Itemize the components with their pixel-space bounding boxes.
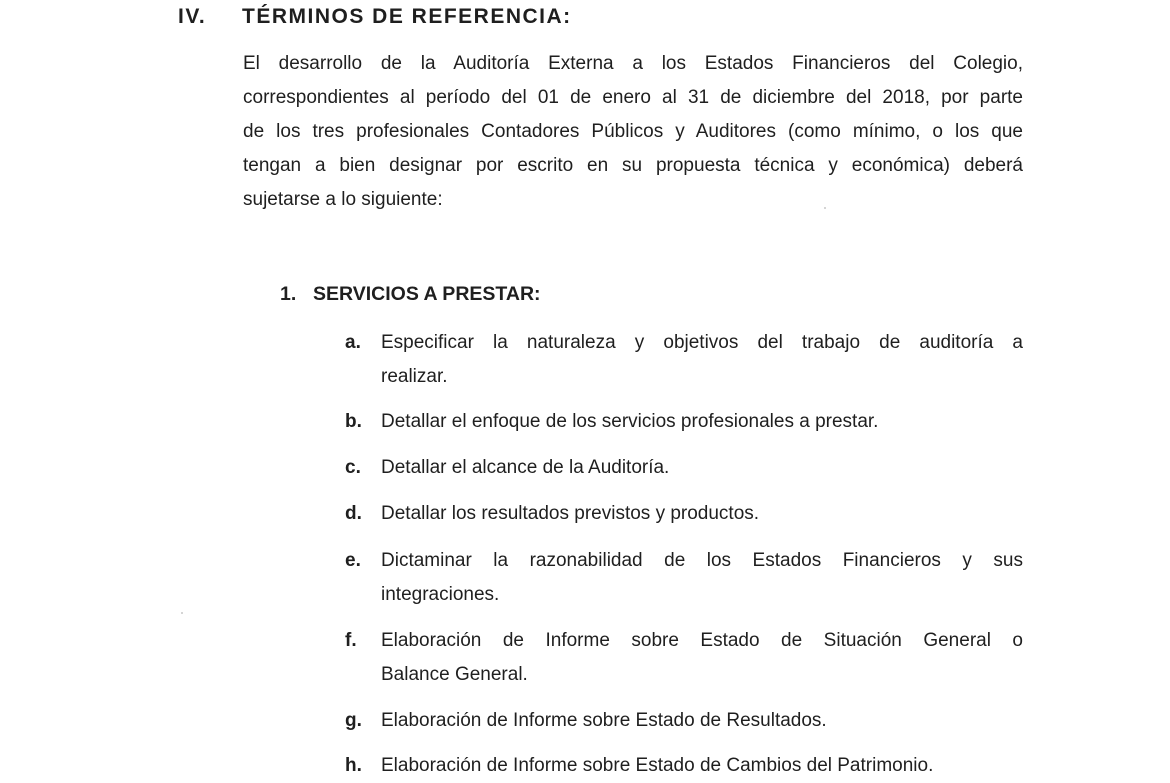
section-heading (178, 5, 572, 29)
list-item-text (381, 624, 1023, 692)
list-item-letter: b. (345, 411, 362, 432)
list-item-line: Elaboración de Informe sobre Estado de Cambios del Patrimonio. (381, 755, 934, 776)
list-item-line: Dictaminar la razonabilidad de los Estados Financieros y sus (381, 550, 1023, 571)
list-item-line: Detallar el alcance de la Auditoría. (381, 457, 670, 478)
list-item-letter: g. (345, 710, 362, 731)
list-item-text (381, 451, 1023, 485)
section-title: TÉRMINOS DE REFERENCIA: (242, 5, 572, 28)
list-item-letter: e. (345, 550, 361, 571)
intro-line: de los tres profesionales Contadores Públicos y Auditores (como mínimo, o los que (243, 121, 1023, 142)
subsection-number: 1. (280, 283, 297, 305)
list-item-letter: c. (345, 457, 361, 478)
list-item-line: realizar. (381, 366, 448, 387)
section-number: IV. (178, 5, 207, 28)
intro-paragraph (243, 47, 1023, 217)
list-item-text (381, 326, 1023, 394)
list-item-line: Elaboración de Informe sobre Estado de Situación General o (381, 630, 1023, 651)
list-item-text (381, 749, 1023, 783)
list-item-letter: d. (345, 503, 362, 524)
list-item-text (381, 497, 1023, 531)
intro-line: correspondientes al período del 01 de enero al 31 de diciembre del 2018, por parte (243, 87, 1023, 108)
list-item-text (381, 544, 1023, 612)
list-item-text (381, 405, 1023, 439)
intro-line: sujetarse a lo siguiente: (243, 189, 443, 210)
list-item-text (381, 704, 1023, 738)
list-item-line: Especificar la naturaleza y objetivos del trabajo de auditoría a (381, 332, 1023, 353)
scan-speck (181, 612, 183, 614)
subsection-title: SERVICIOS A PRESTAR: (313, 283, 541, 305)
list-item-letter: f. (345, 630, 357, 651)
list-item-line: Detallar los resultados previstos y productos. (381, 503, 760, 524)
list-item-letter: h. (345, 755, 362, 776)
list-item-line: Detallar el enfoque de los servicios profesionales a prestar. (381, 411, 879, 432)
list-item-letter: a. (345, 332, 361, 353)
list-item-line: integraciones. (381, 584, 500, 605)
list-item-line: Balance General. (381, 664, 528, 685)
scan-speck (824, 207, 826, 209)
subsection-heading (280, 283, 541, 306)
intro-line: El desarrollo de la Auditoría Externa a los Estados Financieros del Colegio, (243, 53, 1023, 74)
list-item-line: Elaboración de Informe sobre Estado de Resultados. (381, 710, 827, 731)
intro-line: tengan a bien designar por escrito en su propuesta técnica y económica) deberá (243, 155, 1023, 176)
